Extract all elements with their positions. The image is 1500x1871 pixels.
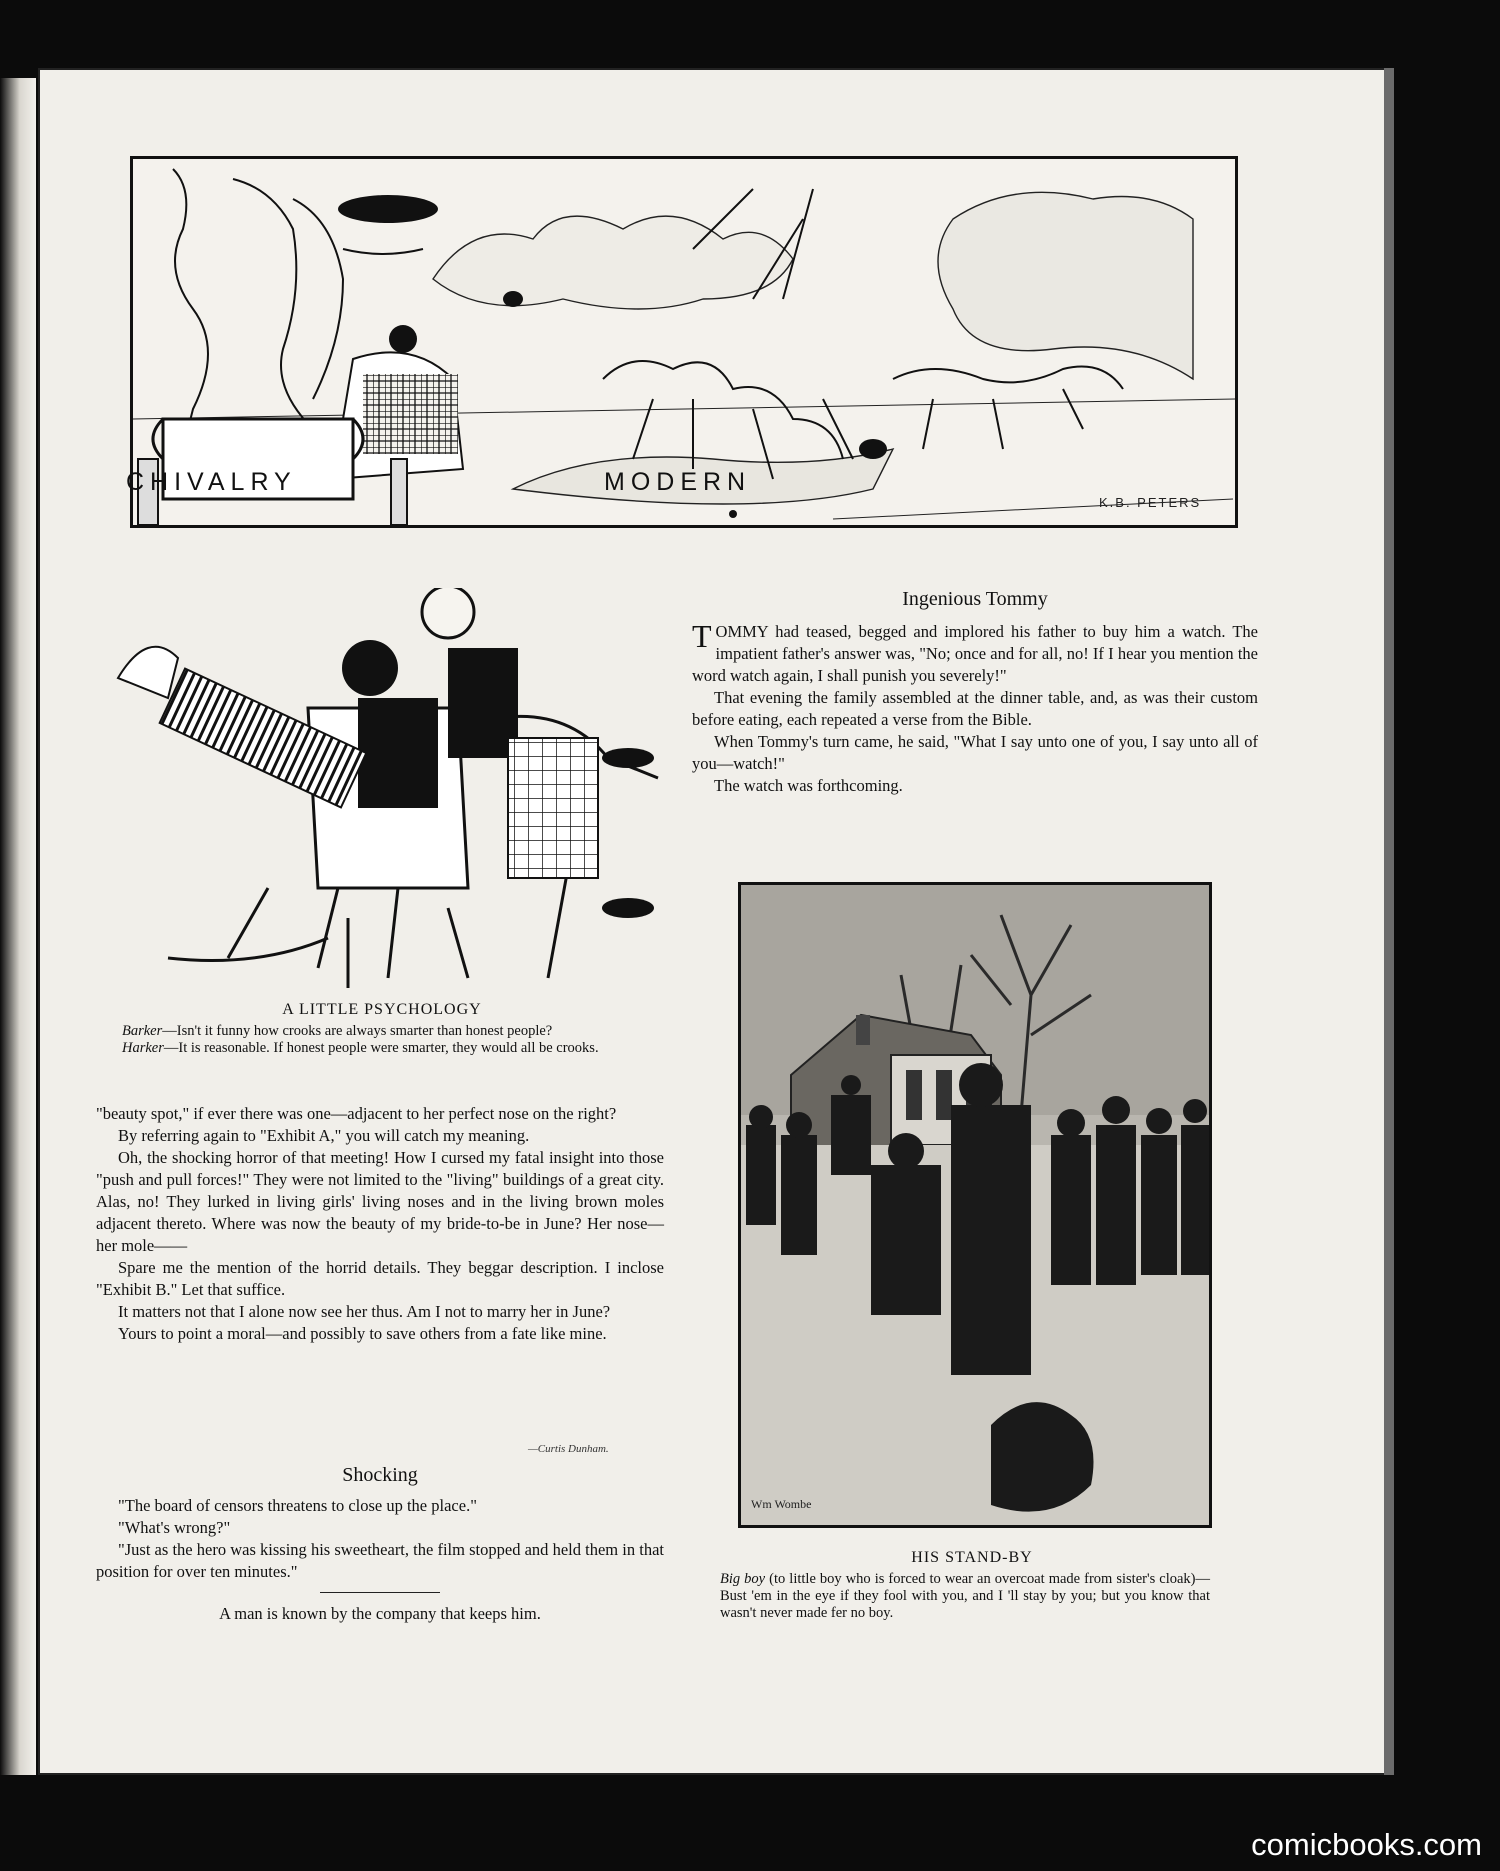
site-watermark: comicbooks.com <box>1251 1827 1482 1862</box>
schoolyard-drawing <box>741 885 1209 1525</box>
psychology-line-1: —Isn't it funny how crooks are always smarter than honest people? <box>162 1023 553 1039</box>
tommy-paragraph-1-text: OMMY had teased, begged and implored his father to buy him a watch. The impatient father's answer was, "No; once and for all, no! If I hear you mention the word watch again, I shall punish you severely!" <box>692 622 1258 685</box>
psychology-speaker-2: Harker <box>122 1040 164 1056</box>
shocking-paragraph-3: "Just as the hero was kissing his sweetheart, the film stopped and held them in that position for over ten minutes." <box>96 1540 664 1581</box>
shocking-heading: Shocking <box>342 1464 418 1486</box>
left-column-text <box>96 1103 664 1345</box>
banner-title-right: MODERN <box>604 468 752 496</box>
psychology-speaker-1: Barker <box>122 1023 163 1039</box>
stand-by-artist-signature: Wm Wombe <box>751 1497 812 1511</box>
psychology-line-2: —It is reasonable. If honest people were smarter, they would all be crooks. <box>163 1040 599 1056</box>
stand-by-text: (to little boy who is forced to wear an overcoat made from sister's cloak)—Bust 'em in the eye if they fool with you, and I 'll stay by you; but you know that wasn't never made fer no boy. <box>720 1571 1210 1621</box>
tommy-paragraph-4: The watch was forthcoming. <box>714 776 903 795</box>
article-credit: —Curtis Dunham. <box>528 1443 609 1455</box>
tommy-text <box>692 618 1258 797</box>
tommy-heading: Ingenious Tommy <box>902 588 1048 610</box>
left-paragraph-5: It matters not that I alone now see her thus. Am I not to marry her in June? <box>118 1302 611 1321</box>
left-paragraph-4: Spare me the mention of the horrid details. They beggar description. I inclose "Exhibit B." Let that suffice. <box>96 1258 664 1299</box>
previous-page-edge <box>0 78 36 1775</box>
left-paragraph-3: Oh, the shocking horror of that meeting! How I cursed my fatal insight into those "push and pull forces!" They were not limited to the "living" buildings of a great city. Alas, no! They lurked in living girls' living noses and in the living brown moles adjacent thereto. Where was now the beauty of my bride-to-be in June? Her nose—her mole—— <box>96 1148 664 1255</box>
psychology-illustration <box>108 588 666 998</box>
tommy-paragraph-2: That evening the family assembled at the dinner table, and, as was their custom before eating, each repeated a verse from the Bible. <box>692 688 1258 729</box>
left-paragraph-2: By referring again to "Exhibit A," you will catch my meaning. <box>118 1126 530 1145</box>
chairs-drawing <box>108 588 666 998</box>
stand-by-title: HIS STAND-BY <box>911 1549 1033 1566</box>
footer-line: A man is known by the company that keeps him. <box>219 1604 541 1623</box>
banner-artist-signature: K.B. PETERS <box>1099 495 1202 510</box>
shocking-paragraph-2: "What's wrong?" <box>118 1518 231 1537</box>
psychology-caption <box>96 1023 664 1057</box>
shocking-text <box>96 1495 664 1583</box>
left-paragraph-1: "beauty spot," if ever there was one—adjacent to her perfect nose on the right? <box>96 1104 617 1123</box>
psychology-title: A LITTLE PSYCHOLOGY <box>282 1001 482 1018</box>
left-paragraph-6: Yours to point a moral—and possibly to save others from a fate like mine. <box>118 1324 607 1343</box>
tommy-paragraph-3: When Tommy's turn came, he said, "What I say unto one of you, I say unto all of you—watch!" <box>692 732 1258 773</box>
page-spine-edge <box>1384 68 1394 1775</box>
banner-title-left: CHIVALRY <box>126 468 297 496</box>
stand-by-speaker: Big boy <box>720 1571 766 1587</box>
stand-by-caption <box>720 1571 1210 1622</box>
stand-by-illustration <box>738 882 1212 1528</box>
shocking-paragraph-1: "The board of censors threatens to close up the place." <box>118 1496 477 1515</box>
divider-rule <box>320 1592 440 1593</box>
tommy-paragraph-1 <box>692 618 1258 687</box>
tommy-dropcap: T <box>692 618 712 654</box>
